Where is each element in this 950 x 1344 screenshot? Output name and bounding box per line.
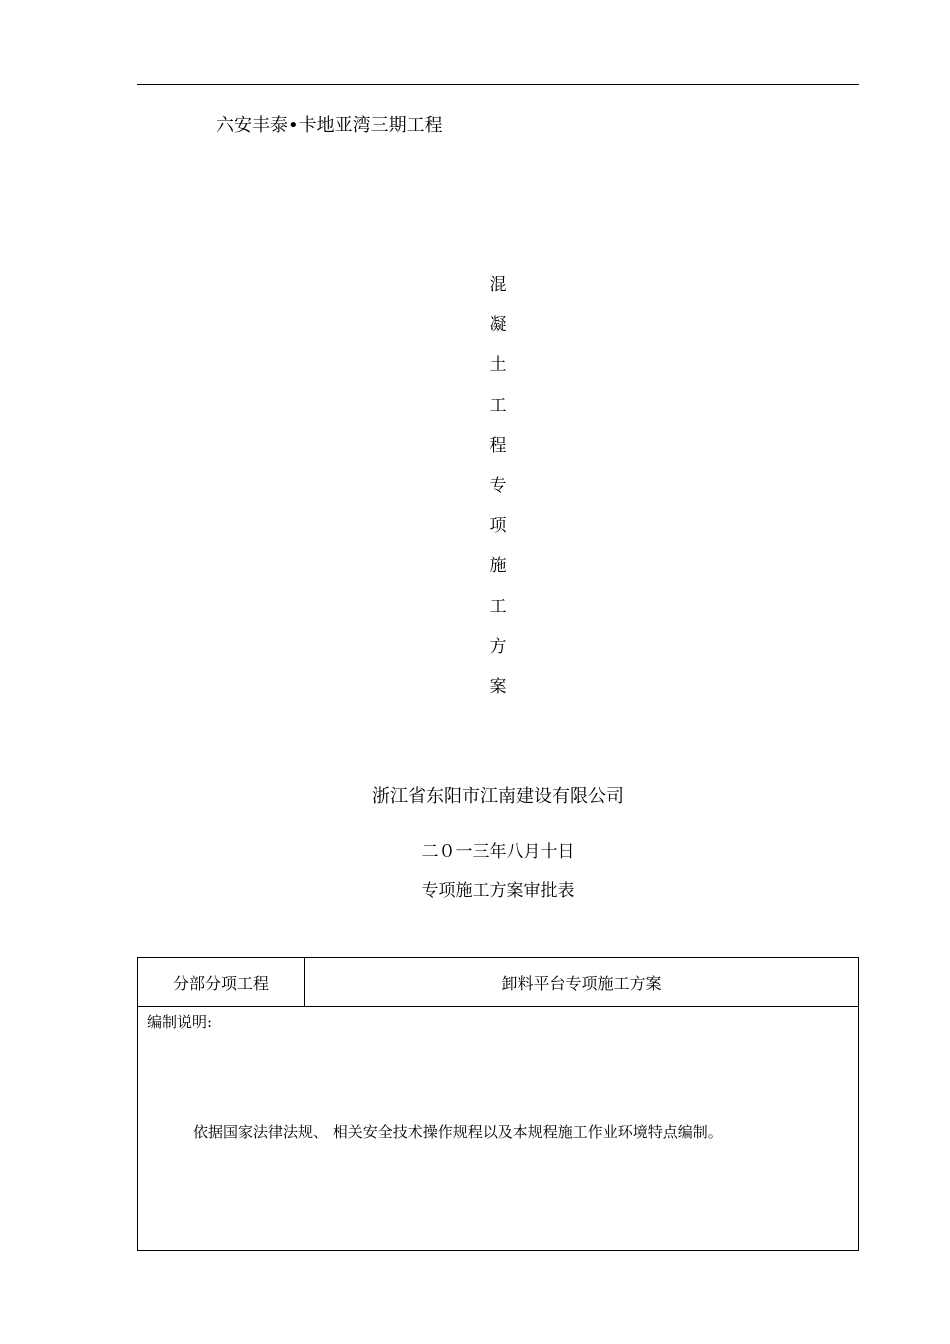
table-row [138, 958, 858, 1007]
table-row [138, 1007, 858, 1250]
title-char: 程 [489, 435, 507, 456]
title-char: 方 [489, 636, 507, 657]
company-name: 浙江省东阳市江南建设有限公司 [372, 786, 624, 807]
approval-form-title: 专项施工方案审批表 [421, 881, 575, 901]
approval-table [137, 957, 859, 1251]
title-char: 案 [489, 676, 507, 697]
vertical-document-title [486, 272, 510, 714]
sub-project-label: 分部分项工程 [138, 958, 305, 1006]
title-char: 混 [489, 275, 507, 295]
header-rule [137, 84, 859, 85]
title-char: 专 [489, 475, 507, 496]
title-char: 施 [489, 556, 507, 577]
compilation-notes-label: 编制说明: [147, 1013, 213, 1031]
title-char: 工 [489, 596, 507, 617]
title-char: 项 [489, 516, 507, 537]
sub-project-value: 卸料平台专项施工方案 [501, 973, 662, 993]
title-char: 工 [489, 395, 507, 416]
document-date: 二０一三年八月十日 [421, 842, 575, 862]
project-name: 六安丰泰•卡地亚湾三期工程 [216, 115, 443, 136]
compilation-notes-text: 依据国家法律法规、 相关安全技术操作规程以及本规程施工作业环境特点编制。 [193, 1123, 723, 1141]
title-char: 凝 [489, 315, 507, 336]
title-char: 土 [489, 355, 507, 376]
